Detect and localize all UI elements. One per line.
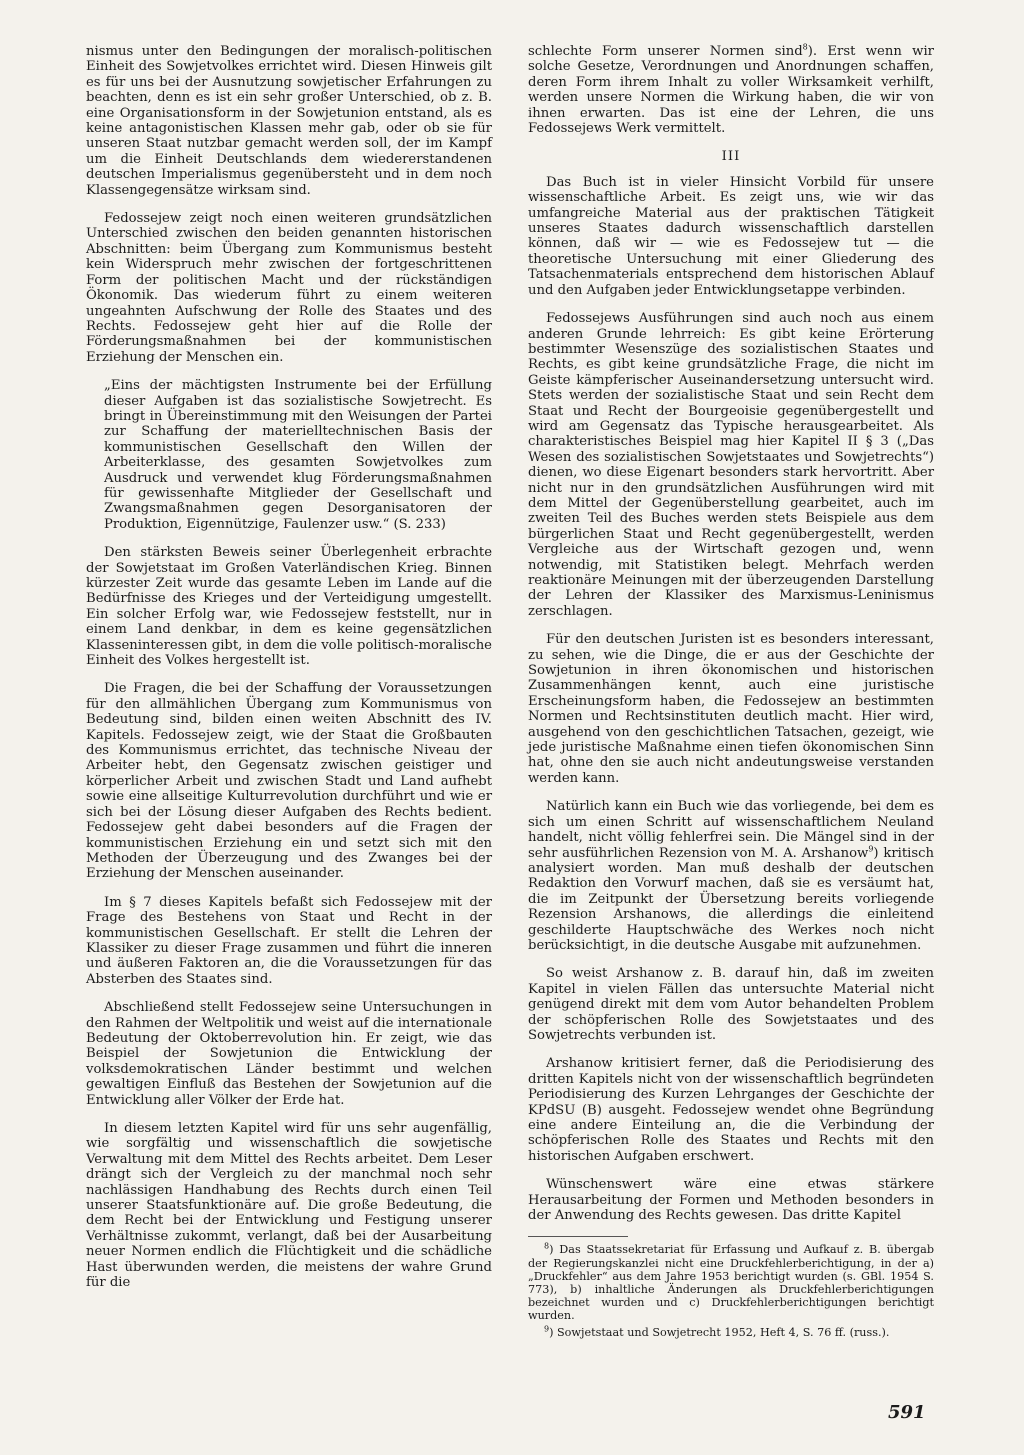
paragraph-continued [528,44,934,136]
footnote-text: ) Sowjetstaat und Sowjetrecht 1952, Heft 4, S. 76 ff. (russ.). [549,1325,890,1339]
text-run: schlechte Form unserer Normen sind [528,44,803,59]
page-number: 591 [888,1402,926,1423]
text-run: ). Erst wenn wir solche Gesetze, Verordnungen und Anordnungen schaffen, deren Form ihrem Inhalt zu voller Wirksamkeit verhilft, werden unsere Normen die Wirkung haben, die wir von ihnen erwarten. Das ist eine der Lehren, die uns Fedossejews Werk vermittelt. [528,44,934,137]
section-heading: III [721,149,741,165]
footnote [528,1323,934,1339]
paragraph-continued: nismus unter den Bedingungen der moralisch-politischen Einheit des Sowjetvolkes errichtet wird. Diesen Hinweis gilt es für uns bei der Ausnutzung sowjetischer Erfahrungen zu beachten, denn es ist ein sehr großer Unterschied, ob z. B. eine Organisationsform in der Sowjetunion entstand, als es keine antagonistischen Klassen mehr gab, oder ob sie für unseren Staat nutzbar gemacht werden soll, der im Kampf um die Einheit Deutschlands dem wiedererstandenen deutschen Imperialismus gegenübersteht und in dem noch Klassengegensätze wirksam sind. [86,44,492,198]
text-run: Natürlich kann ein Buch wie das vorliegende, bei dem es sich um einen Schritt auf wissenschaftlichem Neuland handelt, nicht völlig fehlerfrei sein. Die Mängel sind in der sehr ausführlichen Rezension von M. A. Arshanow [528,799,934,861]
paragraph: Den stärksten Beweis seiner Überlegenheit erbrachte der Sowjetstaat im Großen Vaterländischen Krieg. Binnen kürzester Zeit wurde das gesamte Leben im Lande auf die Bedürfnisse des Krieges und der Verteidigung umgestellt. Ein solcher Erfolg war, wie Fedossejew feststellt, nur in einem Land denkbar, in dem es keine gegensätzlichen Klasseninteressen gibt, in dem die volle politisch-moralische Einheit des Volkes hergestellt ist. [86,545,492,669]
paragraph: So weist Arshanow z. B. darauf hin, daß im zweiten Kapitel in vielen Fällen das untersuchte Material nicht genügend direkt mit dem vom Autor behandelten Problem der schöpferischen Rolle des Sowjetstaates und des Sowjetrechts verbunden ist. [528,966,934,1043]
paragraph: Wünschenswert wäre eine etwas stärkere Herausarbeitung der Formen und Methoden besonders in der Anwendung des Rechts gewesen. Das dritte Kapitel [528,1177,934,1224]
footnote-separator [528,1236,628,1237]
paragraph: Fedossejew zeigt noch einen weiteren grundsätzlichen Unterschied zwischen den beiden genannten historischen Abschnitten: beim Übergang zum Kommunismus besteht kein Widerspruch mehr zwischen der fortgeschrittenen Form der politischen Macht und der rückständigen Ökonomik. Das wiederum führt zu einem weiteren ungeahnten Aufschwung der Rolle des Staates und des Rechts. Fedossejew geht hier auf die Rolle der Förderungsmaßnahmen bei der kommunistischen Erziehung der Menschen ein. [86,211,492,365]
footnote-reference: 8 [802,42,808,52]
left-column [86,44,492,1303]
paragraph [528,799,934,953]
paragraph: Das Buch ist in vieler Hinsicht Vorbild für unsere wissenschaftliche Arbeit. Es zeigt uns, wie wir das umfangreiche Material aus der praktischen Tätigkeit unseres Staates dadurch wissenschaftlich darstellen können, daß wir — wie es Fedossejew tut — die theoretische Untersuchung mit einer Gliederung des Tatsachenmaterials entsprechend dem historischen Ablauf und den Aufgaben jeder Entwicklungsetappe verbinden. [528,174,934,298]
block-quote: „Eins der mächtigsten Instrumente bei der Erfüllung dieser Aufgaben ist das sozialistische Sowjetrecht. Es bringt in Übereinstimmung mit den Weisungen der Partei zur Schaffung der materielltechnischen Basis der kommunistischen Gesellschaft den Willen der Arbeiterklasse, des gesamten Sowjetvolkes zum Ausdruck und verwendet klug Förderungsmaßnahmen für gewissenhafte Mitglieder der Gesellschaft und Zwangsmaßnahmen gegen Desorganisatoren der Produktion, Eigennützige, Faulenzer usw.“ (S. 233) [104,378,492,532]
paragraph: Die Fragen, die bei der Schaffung der Voraussetzungen für den allmählichen Übergang zum Kommunismus von Bedeutung sind, bilden einen weiten Abschnitt des IV. Kapitels. Fedossejew zeigt, wie der Staat die Großbauten des Kommunismus errichtet, das technische Niveau der Arbeiter hebt, den Gegensatz zwischen geistiger und körperlicher Arbeit und zwischen Stadt und Land aufhebt sowie eine allseitige Kulturrevolution durchführt und wie er sich bei der Lösung dieser Aufgaben des Rechts bedient. Fedossejew geht dabei besonders auf die Fragen der kommunistischen Erziehung ein und setzt sich mit den Methoden der Überzeugung und des Zwanges bei der Erziehung der Menschen auseinander. [86,681,492,882]
footnote-mark: 8 [544,1241,550,1251]
footnote-mark: 9 [544,1323,550,1333]
paragraph: Arshanow kritisiert ferner, daß die Periodisierung des dritten Kapitels nicht von der wissenschaftlich begründeten Periodisierung des Kurzen Lehrganges der Geschichte der KPdSU (B) ausgeht. Fedossejew wendet ohne Begründung eine andere Einteilung an, die die Verbindung der schöpferischen Rolle des Staates und Rechts mit den historischen Aufgaben erschwert. [528,1056,934,1164]
footnote-text: ) Das Staatssekretariat für Erfassung und Aufkauf z. B. übergab der Regierungskanzlei nicht eine Druckfehlerberichtigung, in der a) „Druckfehler“ aus dem Jahre 1953 berichtigt wurden (s. GBl. 1954 S. 773), b) inhaltliche Änderungen als Druckfehlerberichtigungen bezeichnet wurden und c) Druckfehlerberichtigungen berichtigt wurden. [528,1243,934,1323]
paragraph: Fedossejews Ausführungen sind auch noch aus einem anderen Grunde lehrreich: Es gibt keine Erörterung bestimmter Wesenszüge des sozialistischen Staates und Rechts, es gibt keine grundsätzliche Frage, die nicht im Geiste kämpferischer Auseinandersetzung untersucht wird. Stets werden der sozialistische Staat und sein Recht dem Staat und Recht der Bourgeoisie gegenübergestellt und wird am Gegensatz das Typische herausgearbeitet. Als charakteristisches Beispiel mag hier Kapitel II § 3 („Das Wesen des sozialistischen Sowjetstaates und Sowjetrechts“) dienen, wo diese Eigenart besonders stark hervortritt. Aber nicht nur in den grundsätzlichen Ausführungen wird mit dem Mittel der Gegenüberstellung gearbeitet, auch im zweiten Teil des Buches werden stets Beispiele aus dem bürgerlichen Staat und Recht gegenübergestellt, werden Vergleiche aus der Wirtschaft gezogen und, wenn notwendig, mit Statistiken belegt. Mehrfach werden reaktionäre Meinungen mit der überzeugenden Darstellung der Lehren der Klassiker des Marxismus-Leninismus zerschlagen. [528,311,934,619]
paragraph: In diesem letzten Kapitel wird für uns sehr augenfällig, wie sorgfältig und wissenschaftlich die sowjetische Verwaltung mit dem Mittel des Rechts arbeitet. Dem Leser drängt sich der Vergleich zu der manchmal noch sehr nachlässigen Handhabung des Rechts durch einen Teil unserer Staatsfunktionäre auf. Die große Bedeutung, die dem Recht bei der Entwicklung und Festigung unserer Verhältnisse zukommt, verlangt, daß bei der Ausarbeitung neuer Normen endlich die Flüchtigkeit und die schädliche Hast überwunden werden, die meistens der wahre Grund für die [86,1121,492,1291]
paragraph: Abschließend stellt Fedossejew seine Untersuchungen in den Rahmen der Weltpolitik und weist auf die internationale Bedeutung der Oktoberrevolution hin. Er zeigt, wie das Beispiel der Sowjetunion die Entwicklung der volksdemokratischen Länder bestimmt und welchen gewaltigen Einfluß das Bestehen der Sowjetunion auf die Entwicklung aller Völker der Erde hat. [86,1000,492,1108]
footnote-reference: 9 [868,844,874,854]
text-run: ) kritisch analysiert worden. Man muß deshalb der deutschen Redaktion den Vorwurf machen, daß sie es versäumt hat, die im Zeitpunkt der Übersetzung bereits vorliegende Rezension Arshanows, die allerdings die einleitend geschilderte Hauptschwäche des Werkes noch nicht berücksichtigt, in die deutsche Ausgabe mit aufzunehmen. [528,845,935,953]
paragraph: Für den deutschen Juristen ist es besonders interessant, zu sehen, wie die Dinge, die er aus der Geschichte der Sowjetunion in ihren ökonomischen und historischen Zusammenhängen kennt, auch eine juristische Erscheinungsform haben, die Fedossejew an bestimmten Normen und Rechtsinstituten deutlich macht. Hier wird, ausgehend von den geschichtlichen Tatsachen, gezeigt, wie jede juristische Maßnahme einen tiefen ökonomischen Sinn hat, ohne den sie auch nicht andeutungsweise verstanden werden kann. [528,632,934,786]
paragraph: Im § 7 dieses Kapitels befaßt sich Fedossejew mit der Frage des Bestehens von Staat und Recht in der kommunistischen Gesellschaft. Er stellt die Lehren der Klassiker zu dieser Frage zusammen und führt die inneren und äußeren Faktoren an, die die Voraussetzungen für das Absterben des Staates sind. [86,894,492,987]
right-column [528,44,934,1342]
footnote [528,1243,934,1322]
